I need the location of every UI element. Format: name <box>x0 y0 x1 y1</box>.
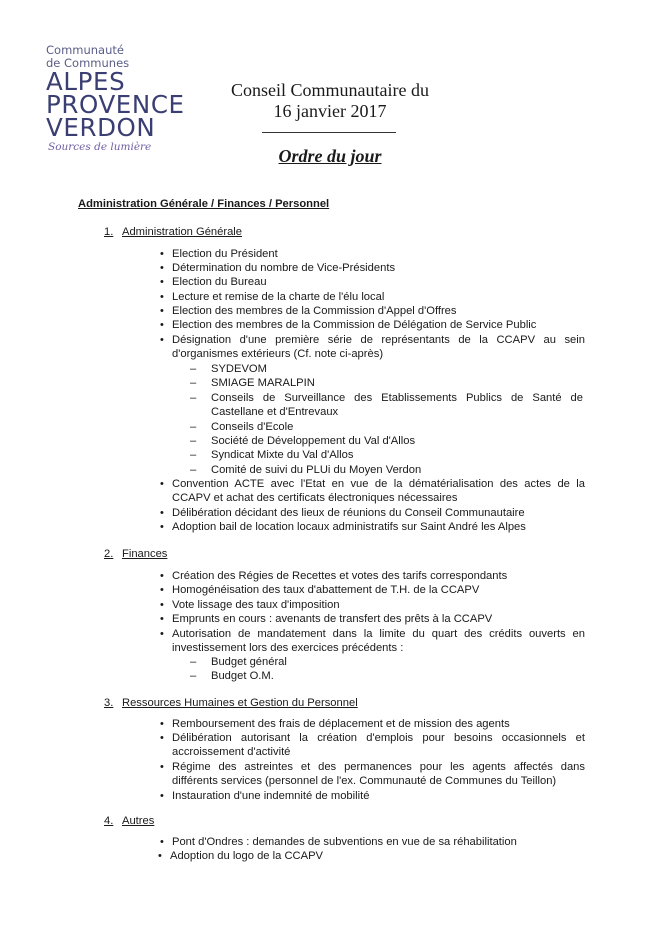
list-item: • Remboursement des frais de déplacement et de mission des agents <box>160 718 510 730</box>
section-heading <box>104 697 358 709</box>
logo-line: VERDON <box>46 113 156 142</box>
list-item: • Délibération autorisant la création d'emplois pour besoins occasionnels et accroissement d'activité <box>160 732 585 759</box>
logo-line: PROVENCE <box>46 90 185 119</box>
section-heading <box>104 548 167 560</box>
logo <box>46 44 206 153</box>
section-heading <box>104 226 242 238</box>
list-item: • Election du Bureau <box>160 276 267 288</box>
sub-list-item: – Conseils de Surveillance des Etablissements Publics de Santé de Castellane et d'Entrevaux <box>190 392 583 419</box>
list-item: • Election des membres de la Commission de Délégation de Service Public <box>160 319 537 331</box>
section-number: 4. <box>104 815 114 827</box>
sub-list-item: – Budget général <box>190 656 287 668</box>
main-heading: Administration Générale / Finances / Personnel <box>78 198 330 210</box>
sub-list-item: – SMIAGE MARALPIN <box>190 377 315 389</box>
list-item: • Régime des astreintes et des permanences pour les agents affectés dans différents services (personnel de l'ex. Communauté de Communes du Teillon) <box>160 761 585 788</box>
title-line-1: Conseil Communautaire du <box>231 80 429 100</box>
sub-list-item: – Société de Développement du Val d'Allos <box>190 435 416 447</box>
list-item: • Lecture et remise de la charte de l'élu local <box>160 291 385 303</box>
list-item: • Adoption du logo de la CCAPV <box>158 850 323 862</box>
sub-list-item: – Syndicat Mixte du Val d'Allos <box>190 449 354 461</box>
logo-line: ALPES <box>46 67 126 96</box>
section-label: Ressources Humaines et Gestion du Personnel <box>122 697 358 709</box>
sub-list-item: – SYDEVOM <box>190 363 267 375</box>
list-item: • Détermination du nombre de Vice-Présidents <box>160 262 396 274</box>
title-line-2: 16 janvier 2017 <box>273 101 387 121</box>
logo-line: Communauté <box>46 43 124 57</box>
page-title <box>220 80 440 122</box>
list-item: • Pont d'Ondres : demandes de subventions en vue de sa réhabilitation <box>160 836 517 848</box>
title-divider <box>262 132 396 133</box>
sub-list-item: – Budget O.M. <box>190 670 274 682</box>
sub-list-item: – Comité de suivi du PLUi du Moyen Verdon <box>190 464 422 476</box>
list-item: • Instauration d'une indemnité de mobilité <box>160 790 370 802</box>
list-item: • Election des membres de la Commission d'Appel d'Offres <box>160 305 457 317</box>
agenda-heading: Ordre du jour <box>278 146 382 166</box>
section-number: 2. <box>104 548 114 560</box>
section-label: Autres <box>122 815 155 827</box>
section-number: 1. <box>104 226 114 238</box>
list-item: • Convention ACTE avec l'Etat en vue de la dématérialisation des actes de la CCAPV et achat des certificats électroniques nécessaires <box>160 478 585 505</box>
list-item: • Vote lissage des taux d'imposition <box>160 599 340 611</box>
section-number: 3. <box>104 697 114 709</box>
list-item: • Homogénéisation des taux d'abattement de T.H. de la CCAPV <box>160 584 480 596</box>
logo-line: de Communes <box>46 56 130 70</box>
section-heading <box>104 815 154 827</box>
section-label: Finances <box>122 548 168 560</box>
list-item: • Création des Régies de Recettes et votes des tarifs correspondants <box>160 570 508 582</box>
list-item: • Désignation d'une première série de représentants de la CCAPV au sein d'organismes extérieurs (Cf. note ci-après) <box>160 334 585 361</box>
list-item: • Adoption bail de location locaux administratifs sur Saint André les Alpes <box>160 521 526 533</box>
logo-tagline: Sources de lumière <box>48 141 152 153</box>
list-item: • Election du Président <box>160 248 278 260</box>
list-item: • Délibération décidant des lieux de réunions du Conseil Communautaire <box>160 507 525 519</box>
sub-list-item: – Conseils d'Ecole <box>190 421 294 433</box>
list-item: • Emprunts en cours : avenants de transfert des prêts à la CCAPV <box>160 613 493 625</box>
list-item: • Autorisation de mandatement dans la limite du quart des crédits ouverts en investissement lors des exercices précédents : <box>160 628 585 655</box>
section-label: Administration Générale <box>122 226 243 238</box>
